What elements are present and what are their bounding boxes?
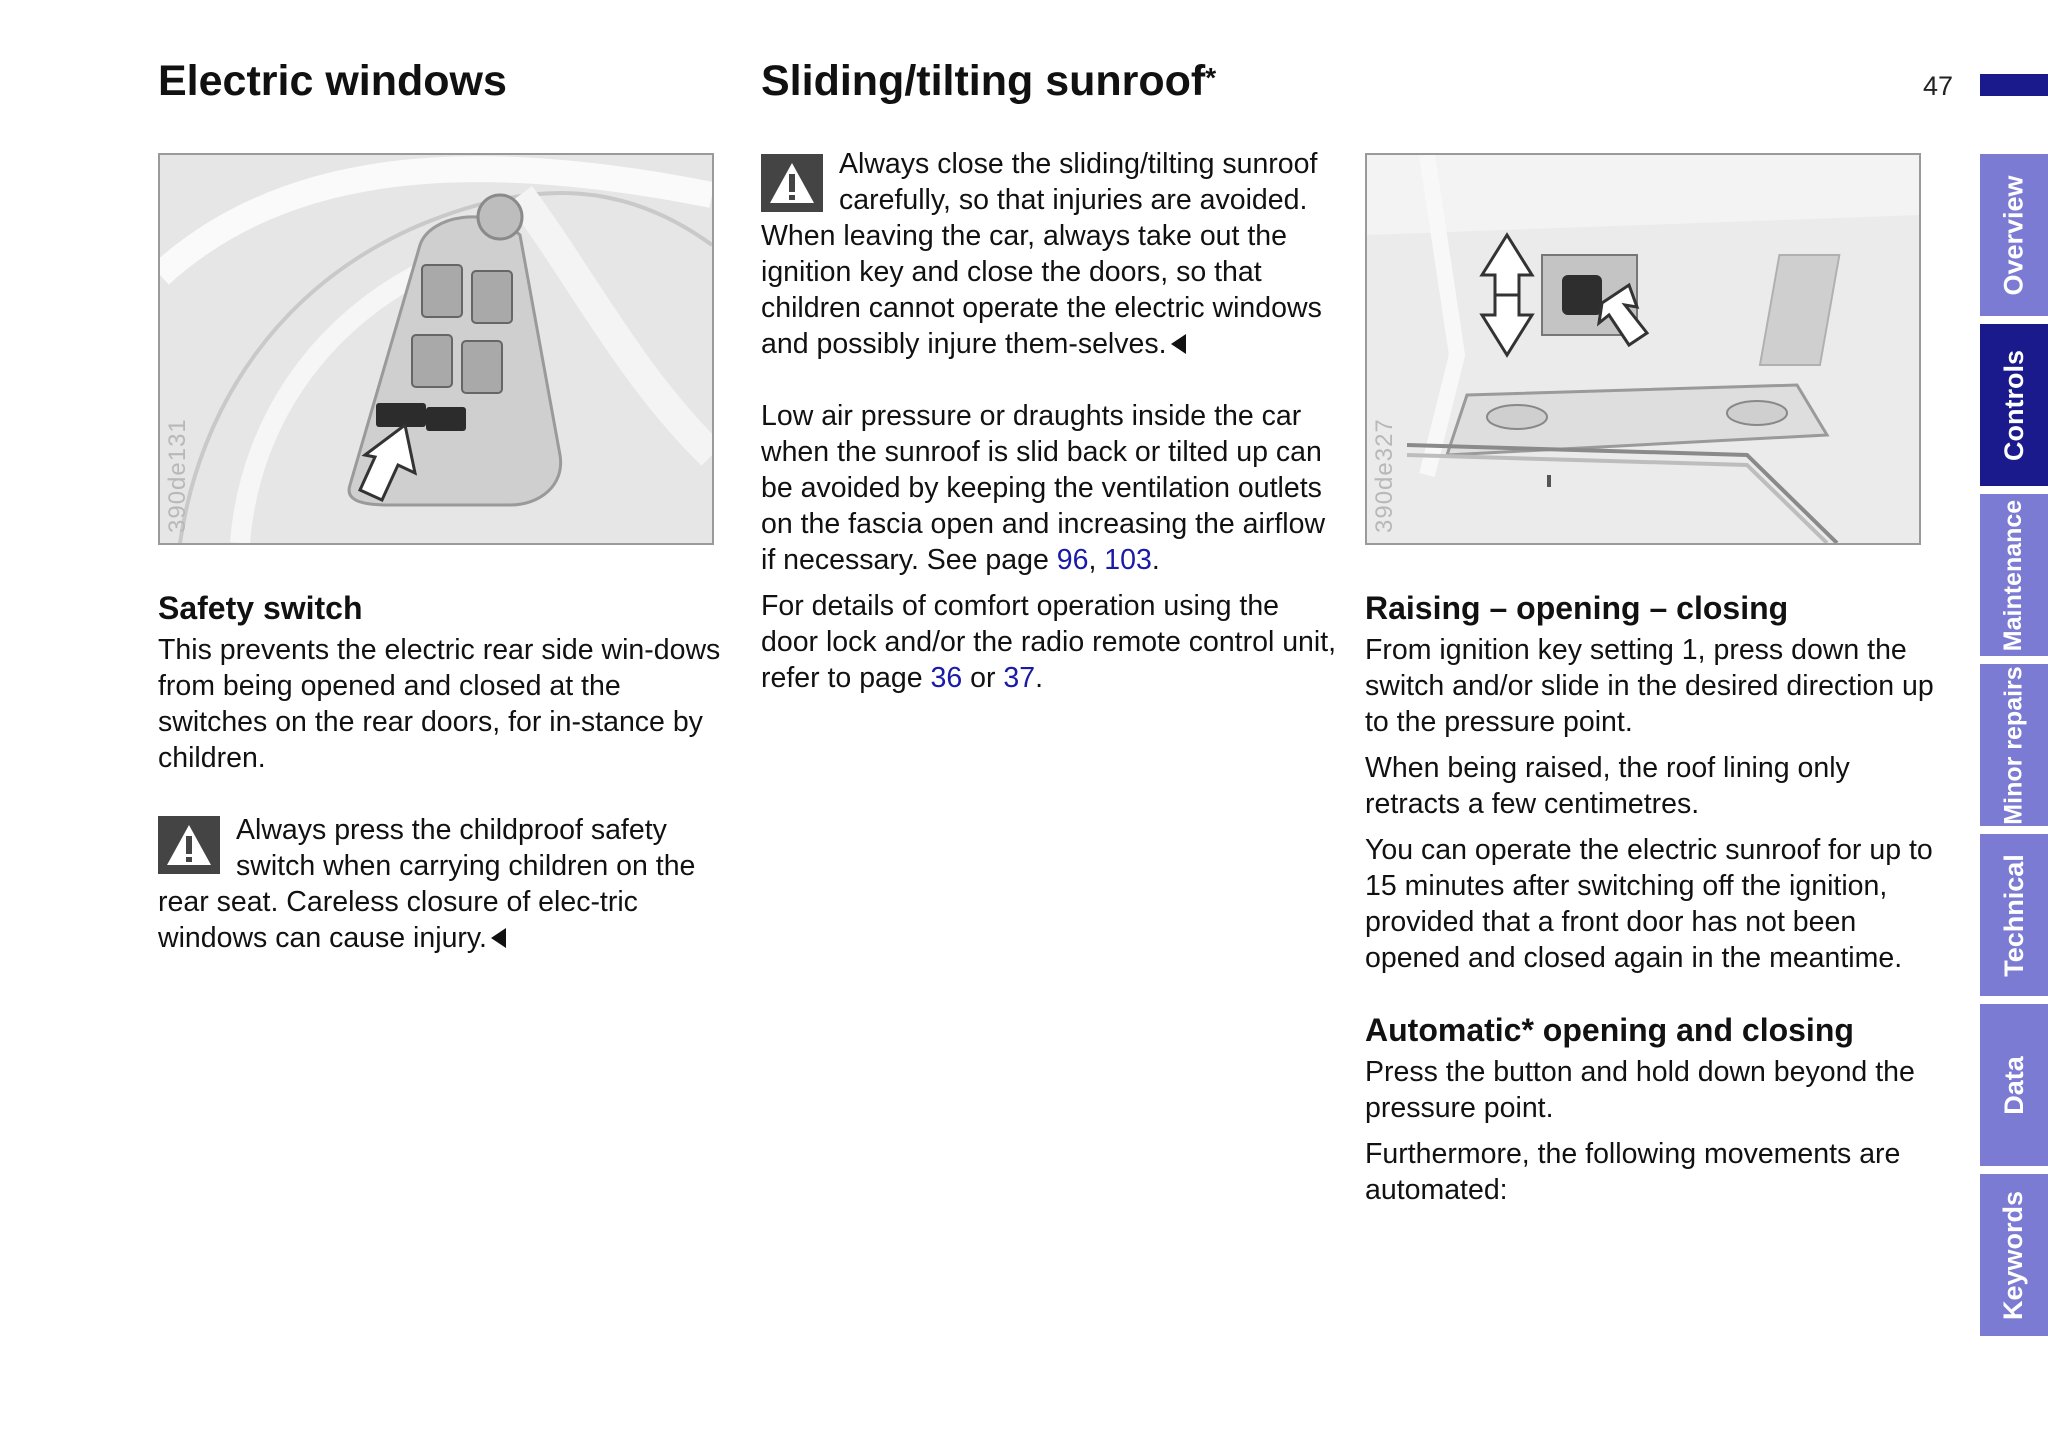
period: . [1035,662,1044,694]
page-link-103[interactable]: 103 [1104,544,1152,576]
childproof-warning [158,812,736,956]
tab-controls-label: Controls [1998,349,2029,461]
tab-data-label: Data [1998,1055,2029,1115]
right-column-text [1365,588,1950,1208]
tab-data[interactable] [1980,1004,2048,1166]
link-separator: , [1088,544,1097,576]
sunroof-warning [761,146,1341,362]
sunroof-title-asterisk: * [1205,62,1217,93]
airflow-text: Low air pressure or draughts inside the car when the sunroof is slid back or tilted up can be avoided by keeping the ventilation outlets on the fascia open and increasing the airflow if necessary. See page [761,400,1326,576]
safety-switch-heading: Safety switch [158,590,363,626]
page-number: 47 [1923,71,1954,101]
automatic-text-2: Furthermore, the following movements are automated: [1365,1138,1901,1206]
tab-overview-label: Overview [1998,174,2029,296]
page-link-37[interactable]: 37 [1003,662,1036,694]
tab-overview[interactable] [1980,154,2048,316]
automatic-heading: Automatic* opening and closing [1365,1012,1854,1048]
tab-minor-repairs[interactable] [1980,664,2048,826]
period: . [1151,544,1160,576]
figure-window-switches [158,153,714,545]
figure-sunroof-switch [1365,153,1921,545]
middle-column-text [761,146,1341,696]
automatic-text-1: Press the button and hold down beyond the pressure point. [1365,1056,1915,1124]
sunroof-title-text: Sliding/tilting sunroof [761,57,1206,105]
section-title-electric-windows: Electric windows [158,57,507,105]
left-column-text [158,588,736,956]
comfort-text: For details of comfort operation using the door lock and/or the radio remote control unit, refer to page [761,590,1337,694]
raising-heading: Raising – opening – closing [1365,590,1789,626]
or-text: or [970,662,996,694]
airflow-paragraph [761,398,1341,578]
figure-code-left: 390de131 [164,418,191,533]
raising-text-3: You can operate the electric sunroof for up to 15 minutes after switching off the ignition, provided that a front door has not been opened and closed again in the meantime. [1365,834,1933,974]
sunroof-warning-text-2 [761,218,1341,362]
tab-maintenance-label: Maintenance [1999,499,2028,651]
sunroof-switch-illustration [1367,155,1919,543]
section-title-sunroof [761,57,1217,105]
tab-keywords[interactable] [1980,1174,2048,1336]
end-mark-icon [1171,334,1186,354]
raising-text-1: From ignition key setting 1, press down the switch and/or slide in the desired direction up to the pressure point. [1365,634,1934,738]
page-number-bar [1980,74,2048,96]
page-link-36[interactable]: 36 [930,662,963,694]
end-mark-icon [491,928,506,948]
tab-controls[interactable] [1980,324,2048,486]
tab-technical[interactable] [1980,834,2048,996]
tab-maintenance[interactable] [1980,494,2048,656]
page-link-96[interactable]: 96 [1056,544,1089,576]
childproof-warning-text [158,812,736,956]
sunroof-warning-text-1: Always close the sliding/tilting sunroof carefully, so that injuries are avoided. [839,148,1318,216]
tab-technical-label: Technical [1998,853,2029,977]
warning-triangle-icon [158,816,220,874]
window-switch-illustration [160,155,712,543]
comfort-paragraph [761,588,1341,696]
childproof-warning-label: Always press the childproof safety switch when carrying children on the rear seat. Careless closure of elec-tric windows can cause injury. [158,814,696,954]
safety-switch-text: This prevents the electric rear side win-dows from being opened and closed at the switches on the rear doors, for in-stance by children. [158,634,721,774]
tab-minor-repairs-label: Minor repairs [1999,665,2028,825]
figure-code-right: 390de327 [1371,418,1398,533]
warning-triangle-icon [761,154,823,212]
raising-text-2: When being raised, the roof lining only retracts a few centimetres. [1365,752,1850,820]
tab-keywords-label: Keywords [1998,1190,2029,1320]
sunroof-warning-text-2-label: When leaving the car, always take out the ignition key and close the doors, so that children cannot operate the electric windows and possibly injure them-selves. [761,220,1322,360]
